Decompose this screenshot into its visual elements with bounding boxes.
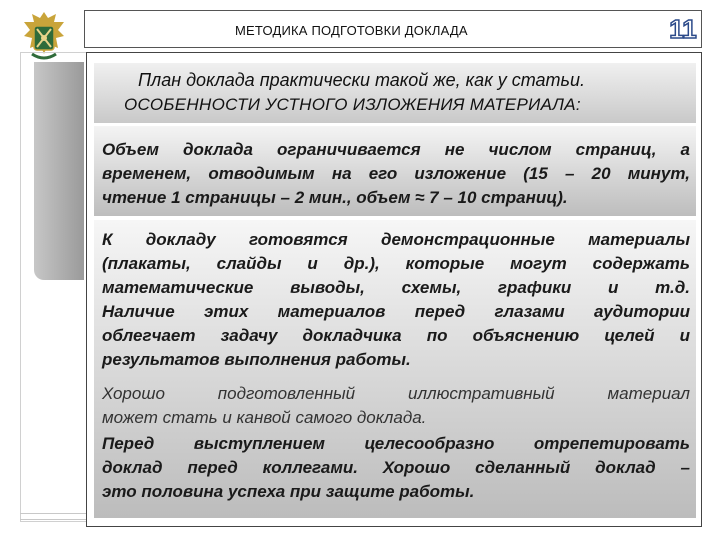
rehearsal-line: доклад перед коллегами. Хорошо сделанный доклад – [102, 458, 690, 477]
materials-line: Наличие этих материалов перед глазами аудитории [102, 302, 690, 321]
rehearsal-line: это половина успеха при защите работы. [102, 482, 475, 501]
header-bar [84, 10, 702, 48]
materials-line: математические выводы, схемы, графики и т.д. [102, 278, 690, 297]
rehearsal-line: Перед выступлением целесообразно отрепетировать [102, 434, 690, 453]
volume-line: временем, отводимым на его изложение (15 – 20 минут, [102, 164, 690, 183]
materials-line: К докладу готовятся демонстрационные материалы [102, 230, 690, 249]
intro-line-1: План доклада практически такой же, как у статьи. [138, 70, 585, 90]
volume-line: Объем доклада ограничивается не числом страниц, а [102, 140, 690, 159]
left-decor-strip [34, 62, 84, 280]
page-title: МЕТОДИКА ПОДГОТОВКИ ДОКЛАДА [235, 23, 468, 38]
illustration-line: Хорошо подготовленный иллюстративный материал [102, 384, 690, 403]
slide-number: 11 [669, 14, 697, 44]
illustration-line: может стать и канвой самого доклада. [102, 408, 427, 427]
intro-line-2: ОСОБЕННОСТИ УСТНОГО ИЗЛОЖЕНИЯ МАТЕРИАЛА: [124, 95, 581, 114]
materials-line: результатов выполнения работы. [102, 350, 411, 369]
materials-line: (плакаты, слайды и др.), которые могут содержать [102, 254, 690, 273]
volume-line: чтение 1 страницы – 2 мин., объем ≈ 7 – 10 страниц). [102, 188, 568, 207]
materials-line: облегчает задачу докладчика по объяснению целей и [102, 326, 690, 345]
